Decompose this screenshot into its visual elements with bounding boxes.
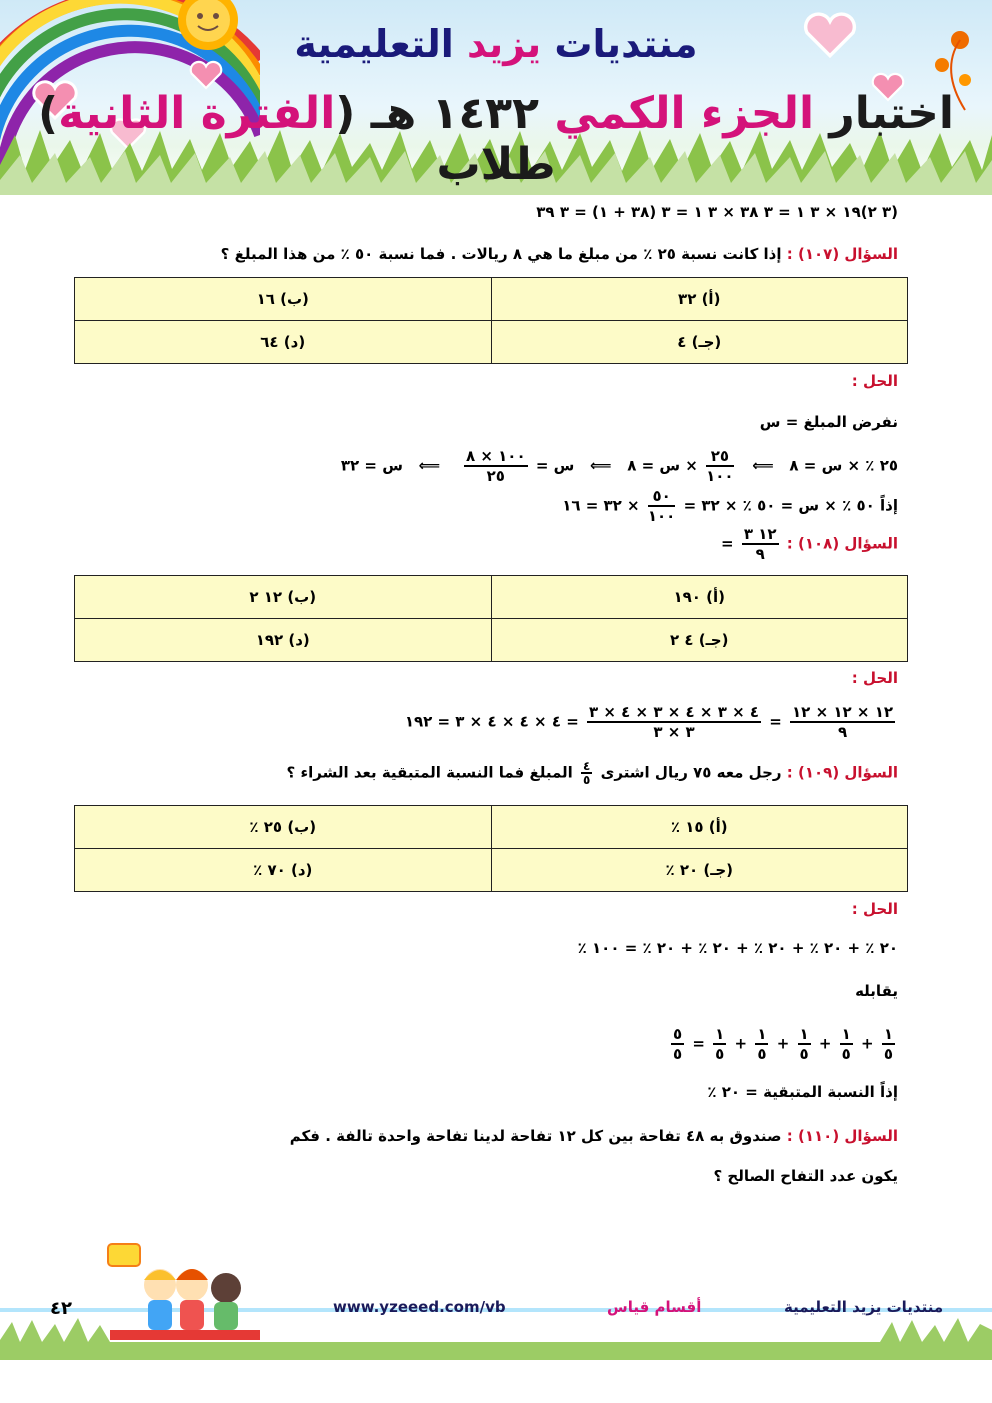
fraction-denominator: ٥	[883, 1045, 893, 1063]
fraction-denominator: ٥	[583, 773, 591, 787]
fraction-denominator: ٥	[757, 1045, 767, 1063]
fraction-numerator: ١٢ × ١٢ × ١٢	[792, 703, 893, 721]
fraction-denominator: ٥	[672, 1045, 683, 1063]
fraction	[671, 1025, 684, 1063]
fraction-numerator: ٥	[672, 1025, 683, 1043]
choice-c[interactable]: (جـ) ٢٠ ٪	[491, 849, 908, 892]
choice-b[interactable]: (ب) ١٢ ٢	[75, 576, 492, 619]
step-text: ٢٠ ٪ + ٢٠ ٪ + ٢٠ ٪ + ٢٠ ٪ + ٢٠ ٪ = ١٠٠ ٪	[577, 939, 898, 957]
fraction-numerator: ١	[715, 1025, 725, 1043]
fraction	[706, 447, 733, 485]
choice-a[interactable]: (أ) ٣٢	[491, 278, 908, 321]
question-107-label: السؤال (١٠٧) :	[786, 245, 898, 263]
fraction	[587, 703, 761, 741]
fraction	[742, 525, 779, 563]
question-110-label: السؤال (١١٠) :	[786, 1127, 898, 1145]
question-109-choices	[74, 805, 908, 892]
children-illustration-icon	[100, 1240, 270, 1350]
solution-107-step3	[562, 487, 898, 525]
fraction	[798, 1025, 811, 1063]
fraction-numerator: ٤ × ٣ × ٤ × ٣ × ٤ × ٣	[589, 703, 760, 721]
fraction-denominator: ٩	[837, 723, 848, 741]
question-109-text-b: المبلغ فما النسبة المتبقية بعد الشراء ؟	[286, 763, 573, 782]
solution-107-label-row	[852, 372, 898, 390]
fraction-numerator: ٤	[583, 759, 591, 773]
solution-108-label: الحل :	[851, 669, 898, 687]
choice-b[interactable]: (ب) ١٦	[75, 278, 492, 321]
solution-109-result	[707, 1083, 898, 1101]
exam-title	[0, 88, 992, 190]
exam-title-accent-2: الفترة الثانية	[58, 88, 336, 139]
fraction	[581, 760, 592, 786]
exponent-line	[536, 203, 898, 221]
site-title	[0, 22, 992, 66]
step-text: إذاً ٥٠ ٪ × س = ٥٠ ٪ × ٣٢ =	[683, 496, 898, 515]
page-number: ٤٢	[50, 1298, 72, 1319]
question-107-choices	[74, 277, 908, 364]
footer	[0, 1240, 992, 1360]
step-text: × س = ٨	[627, 456, 698, 475]
exponent-expression: (٣ ٢)١٩ × ٣ ١ = ٣ ٣٨ × ٣ ١ = ٣ (٣٨ + ١) = ٣ ٣٩	[536, 203, 898, 221]
site-title-pre: منتديات	[554, 22, 698, 66]
step-text: ٢٥ ٪ × س = ٨	[789, 456, 898, 475]
fraction	[882, 1025, 895, 1063]
fraction-numerator: ١	[757, 1025, 767, 1043]
choice-d[interactable]: (د) ٧٠ ٪	[75, 849, 492, 892]
choice-d[interactable]: (د) ٦٤	[75, 321, 492, 364]
fraction-denominator: ٥	[799, 1045, 809, 1063]
choice-a[interactable]: (أ) ١٩٠	[491, 576, 908, 619]
fraction-denominator: ١٠٠	[647, 507, 676, 525]
question-108-label: السؤال (١٠٨) :	[786, 534, 898, 553]
fraction-denominator: ٢٥	[486, 467, 505, 485]
fraction	[790, 703, 895, 741]
step-text: = ٤ × ٤ × ٤ × ٣ = ١٩٢	[404, 712, 579, 731]
choice-c[interactable]: (جـ) ٤ ٢	[491, 619, 908, 662]
choice-d[interactable]: (د) ١٩٢	[75, 619, 492, 662]
solution-109-label-row	[852, 900, 898, 918]
question-108-choices	[74, 575, 908, 662]
solution-109-sum	[578, 939, 898, 957]
step-text: × ٣٢ = ١٦	[562, 496, 640, 515]
fraction	[755, 1025, 768, 1063]
exam-title-mid: ١٤٣٢ هـ (	[335, 88, 540, 139]
fraction-numerator: ١	[799, 1025, 809, 1043]
fraction-numerator: ٥٠	[648, 487, 675, 507]
step-text: إذاً النسبة المتبقية = ٢٠ ٪	[707, 1083, 898, 1101]
fraction-numerator: ٢٥	[706, 447, 733, 467]
step-text: س =	[535, 456, 575, 475]
site-title-accent: يزيد	[466, 22, 542, 66]
question-107	[221, 245, 898, 263]
fraction-denominator: ٥	[841, 1045, 851, 1063]
solution-108-label-row	[852, 669, 898, 687]
solution-109-corresponds	[855, 982, 898, 1000]
choice-a[interactable]: (أ) ١٥ ٪	[491, 806, 908, 849]
choice-b[interactable]: (ب) ٢٥ ٪	[75, 806, 492, 849]
step-text: يقابله	[855, 982, 898, 1000]
step-text: س = ٣٢	[340, 456, 403, 475]
solution-107-label: الحل :	[851, 372, 898, 390]
fraction-numerator: ١	[883, 1025, 893, 1043]
site-url-link[interactable]: www.yzeeed.com/vb	[333, 1298, 506, 1316]
solution-108-step: $\frac{١٢ \times ١٢ \times ١٢}{٩}$ = $\frac{٤ \times ٣ \times ٤ \times ٣ \times ٤ \times ٣}{٣ \times ٣}$ = ٤ × ٤ × ٤ × ٣ = ١٩٢	[404, 703, 893, 741]
question-109-text-a: رجل معه ٧٥ ريال اشترى	[600, 763, 782, 782]
fraction-numerator: ١٠٠ × ٨	[465, 447, 526, 465]
fraction-denominator: ٥	[715, 1045, 725, 1063]
exam-title-pre: اختبار	[829, 88, 954, 139]
choice-c[interactable]: (جـ) ٤	[491, 321, 908, 364]
question-110-line1	[290, 1127, 898, 1145]
site-title-post: التعليمية	[294, 22, 454, 66]
question-107-text: إذا كانت نسبة ٢٥ ٪ من مبلغ ما هي ٨ ريالات . فما نسبة ٥٠ ٪ من هذا المبلغ ؟	[220, 245, 782, 263]
solution-107-step2: ٢٥ ٪ × س = ٨ ⟸ $\frac{٢٥}{١٠٠}$ × س = ٨ ⟸ س = $\frac{١٠٠ \times ٨}{٢٥}$ ⟸ س = ٣٢	[340, 447, 898, 485]
question-108	[721, 525, 898, 563]
question-109-label: السؤال (١٠٩) :	[786, 763, 898, 782]
fraction	[840, 1025, 853, 1063]
fraction	[713, 1025, 726, 1063]
fraction	[464, 447, 528, 485]
fraction-denominator: ٩	[755, 545, 765, 563]
fraction-denominator: ٣ × ٣	[653, 723, 695, 741]
fraction-numerator: ١٢ ٣	[743, 525, 777, 543]
question-110-text-b: يكون عدد التفاح الصالح ؟	[713, 1167, 898, 1185]
step-text: نفرض المبلغ = س	[759, 413, 898, 431]
exam-title-accent-1: الجزء الكمي	[554, 88, 815, 139]
section-name: أقسام قياس	[607, 1298, 702, 1316]
fraction	[648, 487, 675, 525]
equals-sign: =	[721, 534, 734, 553]
question-109	[287, 760, 898, 786]
fraction-numerator: ١	[841, 1025, 851, 1043]
solution-109-fractions: $\frac{١}{٥}$ + $\frac{١}{٥}$ + $\frac{١}{٥}$ + $\frac{١}{٥}$ + $\frac{١}{٥}$ = $\frac{٥}{٥}$	[672, 1025, 893, 1063]
solution-107-step1	[760, 413, 898, 431]
site-name: منتديات يزيد التعليمية	[784, 1298, 944, 1316]
header-banner	[0, 0, 992, 195]
question-110-text-a: صندوق به ٤٨ تفاحة بين كل ١٢ تفاحة لدينا تفاحة واحدة تالفة . فكم	[289, 1127, 782, 1145]
solution-109-label: الحل :	[851, 900, 898, 918]
exam-title-post: ) طلاب	[38, 88, 556, 190]
fraction-denominator: ١٠٠	[706, 467, 734, 485]
question-110-line2	[713, 1167, 898, 1185]
